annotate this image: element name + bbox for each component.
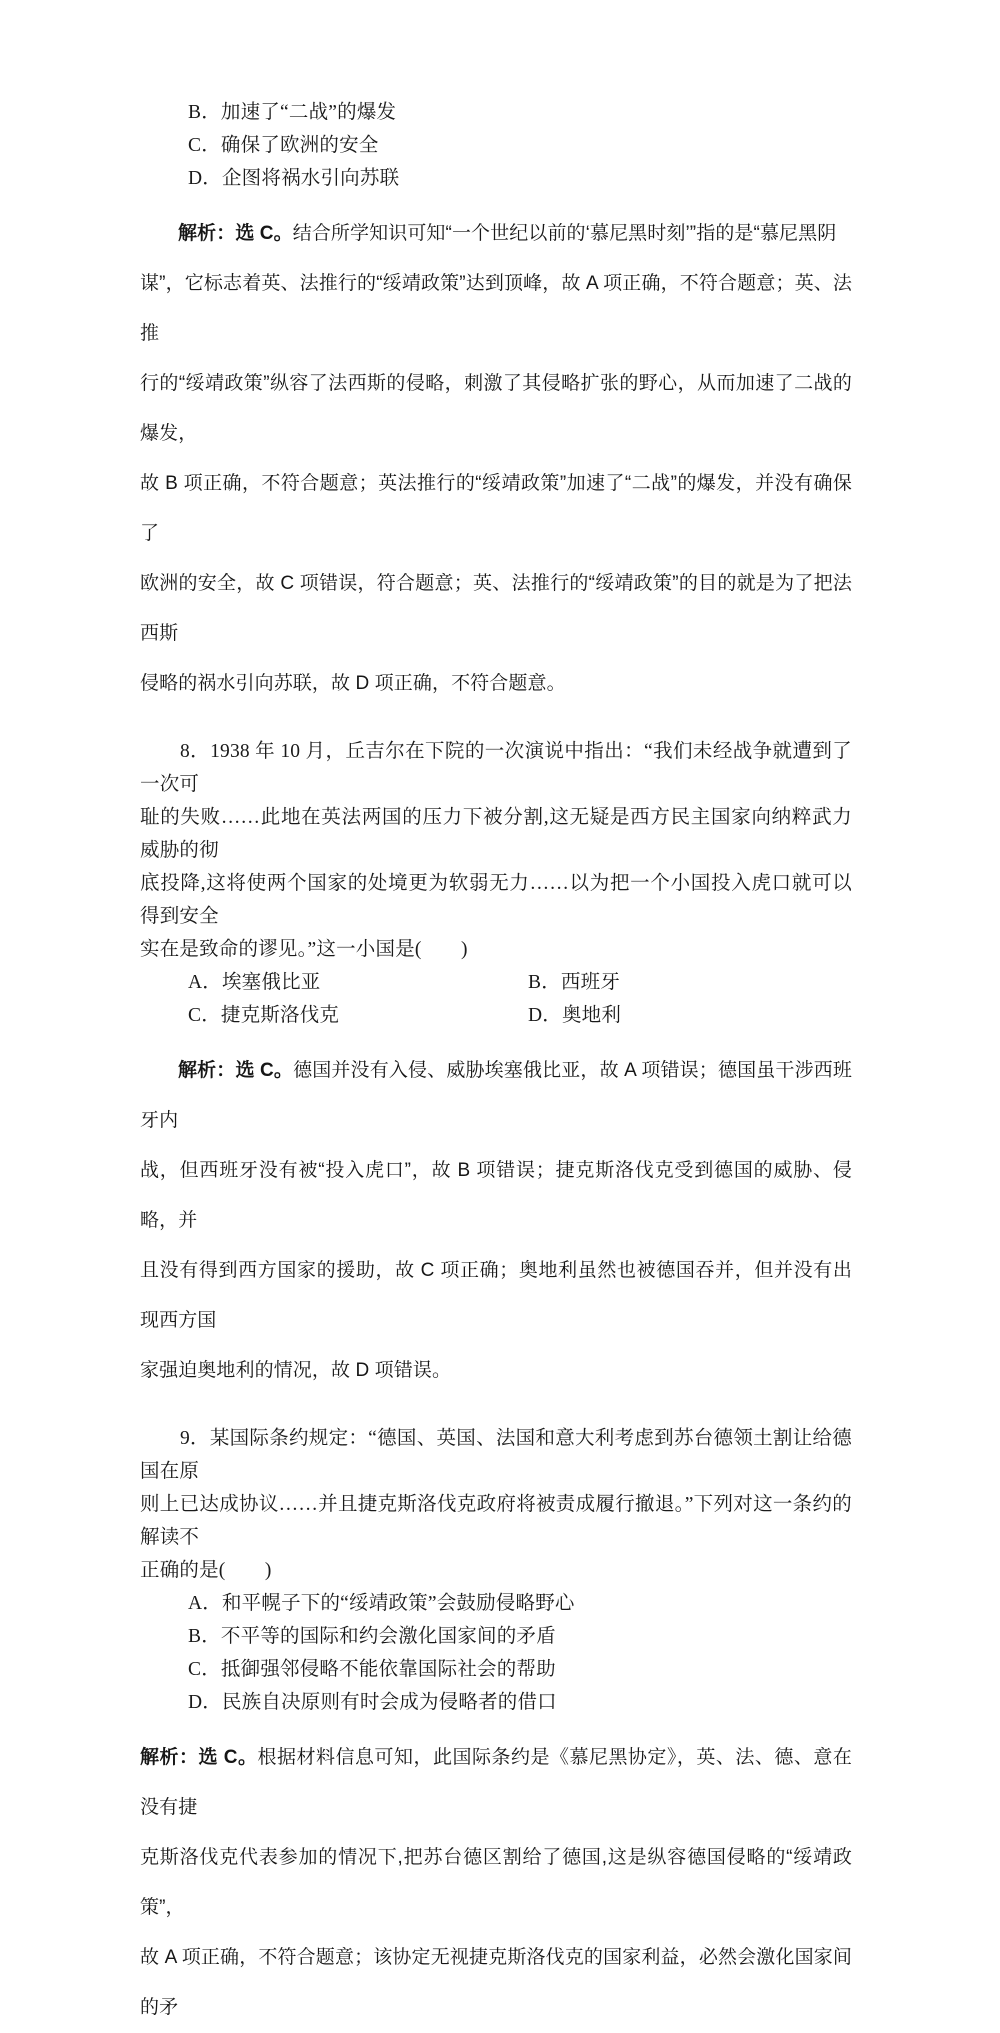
question-9-stem [140,1422,852,1587]
option-row [140,1620,852,1653]
explanation-line: 故 A 项正确，不符合题意；该协定无视捷克斯洛伐克的国家利益，必然会激化国家间的矛 [140,1947,852,2018]
question-text: 1938 年 10 月，丘吉尔在下院的一次演说中指出：“我们未经战争就遭到了一次可 [140,741,852,795]
option-label: D． [188,1692,222,1713]
explanation-line: 侵略的祸水引向苏联，故 D 项正确，不符合题意。 [140,673,566,694]
explanation-label: 解析： [178,223,236,244]
option-text: 确保了欧洲的安全 [220,135,379,156]
question-line: 正确的是( ) [140,1560,272,1581]
explanation-line: 谋”，它标志着英、法推行的“绥靖政策”达到顶峰，故 A 项正确，不符合题意；英、法推 [140,273,852,344]
option-text: 捷克斯洛伐克 [220,1005,340,1026]
option-label: B． [188,1626,221,1647]
question-8-explanation [140,1046,852,1396]
question-8-options [140,966,852,1032]
question-text: 某国际条约规定：“德国、英国、法国和意大利考虑到苏台德领土割让给德国在原 [140,1428,852,1482]
option-row [140,1686,852,1719]
option-label: C． [188,1659,221,1680]
page-content [140,96,852,2033]
option-label: A． [188,1593,222,1614]
option-cell [188,999,528,1032]
explanation-answer: 选 C。 [235,223,293,244]
option-text: 不平等的国际和约会激化国家间的矛盾 [220,1626,556,1647]
option-text: 加速了“二战”的爆发 [220,102,397,123]
option-label: C． [188,1005,221,1026]
question-9-options [140,1587,852,1719]
explanation-line [140,209,852,259]
option-row [140,999,852,1032]
option-label: C． [188,135,221,156]
option-text: 西班牙 [560,972,621,993]
question-7-options [140,96,852,195]
explanation-line: 欧洲的安全，故 C 项错误，符合题意；英、法推行的“绥靖政策”的目的就是为了把法西斯 [140,573,852,644]
option-label: A． [188,972,222,993]
explanation-line [140,1046,852,1146]
option-row [140,129,852,162]
question-line [140,735,852,801]
question-8-stem [140,735,852,966]
question-line [140,1422,852,1488]
option-text: 埃塞俄比亚 [221,972,321,993]
question-9-explanation [140,1733,852,2033]
explanation-answer: 选 C。 [198,1747,258,1768]
question-line: 则上已达成协议……并且捷克斯洛伐克政府将被责成履行撤退。”下列对这一条约的解读不 [140,1494,852,1548]
option-cell [528,999,852,1032]
explanation-label: 解析： [178,1060,236,1081]
option-label: D． [528,1005,562,1026]
question-line: 耻的失败……此地在英法两国的压力下被分割,这无疑是西方民主国家向纳粹武力威胁的彻 [140,807,852,861]
explanation-answer: 选 C。 [235,1060,294,1081]
option-cell [188,966,528,999]
section-spacer [140,1396,852,1406]
option-row [140,1653,852,1686]
explanation-label: 解析： [140,1747,199,1768]
explanation-text: 德国并没有入侵、威胁埃塞俄比亚，故 A 项错误；德国虽干涉西班牙内 [140,1060,852,1131]
explanation-line: 故 B 项正确，不符合题意；英法推行的“绥靖政策”加速了“二战”的爆发，并没有确保了 [140,473,852,544]
option-text: 企图将祸水引向苏联 [221,168,400,189]
section-spacer [140,709,852,719]
option-label: D． [188,168,222,189]
question-number: 8． [180,741,211,762]
option-row [140,966,852,999]
option-row [140,162,852,195]
option-text: 奥地利 [561,1005,622,1026]
option-label: B． [188,102,221,123]
option-row [140,96,852,129]
option-label: B． [528,972,561,993]
option-cell [528,966,852,999]
question-line: 实在是致命的谬见。”这一小国是( ) [140,939,468,960]
question-line: 底投降,这将使两个国家的处境更为软弱无力……以为把一个小国投入虎口就可以得到安全 [140,873,852,927]
explanation-text: 根据材料信息可知，此国际条约是《慕尼黑协定》，英、法、德、意在没有捷 [140,1747,852,1818]
explanation-line: 家强迫奥地利的情况，故 D 项错误。 [140,1360,452,1381]
explanation-text: 结合所学知识可知“一个世纪以前的‘慕尼黑时刻’”指的是“慕尼黑阴 [292,223,837,244]
explanation-line [140,1733,852,1833]
question-7-explanation [140,209,852,709]
explanation-line: 行的“绥靖政策”纵容了法西斯的侵略，刺激了其侵略扩张的野心，从而加速了二战的爆发， [140,373,852,444]
explanation-line: 战，但西班牙没有被“投入虎口”，故 B 项错误；捷克斯洛伐克受到德国的威胁、侵略，并 [140,1160,852,1231]
option-row [140,1587,852,1620]
option-text: 抵御强邻侵略不能依靠国际社会的帮助 [220,1659,556,1680]
option-text: 和平幌子下的“绥靖政策”会鼓励侵略野心 [221,1593,575,1614]
question-number: 9． [180,1428,210,1449]
option-text: 民族自决原则有时会成为侵略者的借口 [221,1692,557,1713]
explanation-line: 且没有得到西方国家的援助，故 C 项正确；奥地利虽然也被德国吞并，但并没有出现西方国 [140,1260,852,1331]
explanation-line: 克斯洛伐克代表参加的情况下,把苏台德区割给了德国,这是纵容德国侵略的“绥靖政策”， [140,1847,852,1918]
